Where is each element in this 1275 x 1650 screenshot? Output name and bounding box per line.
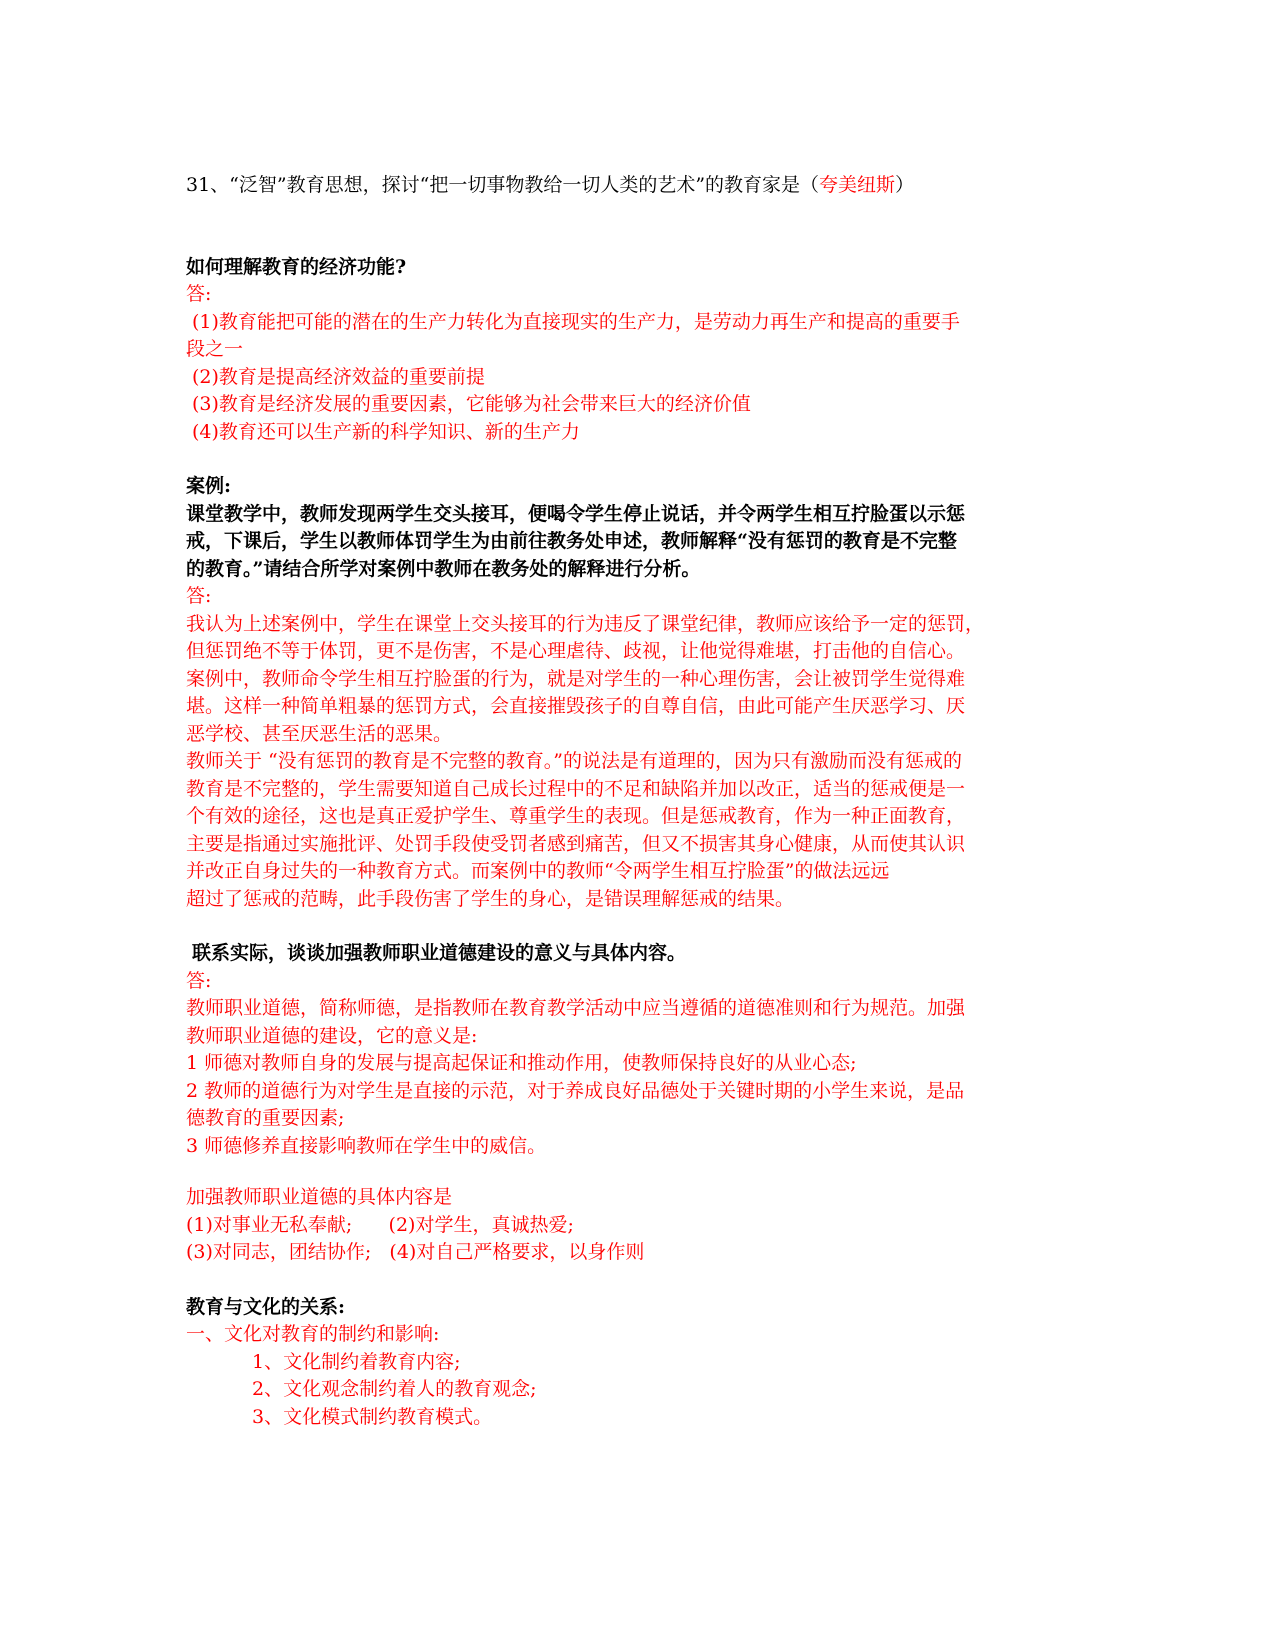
ethics-content-title: 加强教师职业道德的具体内容是 (186, 1186, 453, 1208)
culture-title: 教育与文化的关系: (186, 1295, 346, 1318)
economic-item-1-cont: 段之一 (186, 338, 244, 360)
culture-item-2: 2、文化观念制约着人的教育观念; (252, 1378, 537, 1400)
document-page (186, 172, 1086, 1431)
economic-answer-label: 答: (186, 283, 212, 305)
ethics-line-1: 教师职业道德，简称师德，是指教师在教育教学活动中应当遵循的道德准则和行为规范。加强 (186, 997, 966, 1019)
culture-subtitle: 一、文化对教育的制约和影响: (186, 1323, 440, 1345)
case-question-line-3: 的教育。”请结合所学对案例中教师在教务处的解释进行分析。 (186, 557, 701, 580)
ethics-line-3: 1 师德对教师自身的发展与提高起保证和推动作用，使教师保持良好的从业心态; (186, 1052, 857, 1074)
question-31 (186, 172, 1086, 200)
economic-title: 如何理解教育的经济功能? (186, 255, 407, 278)
ethics-line-5: 德教育的重要因素; (186, 1107, 345, 1129)
case-question-line-1: 课堂教学中，教师发现两学生交头接耳，便喝令学生停止说话，并令两学生相互拧脸蛋以示惩 (186, 502, 966, 525)
economic-item-2: (2)教育是提高经济效益的重要前提 (192, 365, 485, 388)
case-answer-line-1: 我认为上述案例中，学生在课堂上交头接耳的行为违反了课堂纪律，教师应该给予一定的惩罚， (186, 612, 985, 635)
culture-item-3: 3、文化模式制约教育模式。 (252, 1405, 493, 1428)
case-title: 案例: (186, 475, 232, 497)
culture-item-1: 1、文化制约着教育内容; (252, 1350, 461, 1373)
economic-item-4: (4)教育还可以生产新的科学知识、新的生产力 (192, 420, 580, 443)
case-answer-line-9: 主要是指通过实施批评、处罚手段使受罚者感到痛苦，但又不损害其身心健康，从而使其认识 (186, 832, 966, 855)
economic-item-1: (1)教育能把可能的潜在的生产力转化为直接现实的生产力，是劳动力再生产和提高的重要手 (192, 310, 960, 333)
question-31-answer: 夸美纽斯 (819, 174, 896, 196)
case-question-line-2: 戒，下课后，学生以教师体罚学生为由前往教务处申述，教师解释“没有惩罚的教育是不完整 (186, 530, 957, 552)
ethics-line-2: 教师职业道德的建设，它的意义是: (186, 1024, 478, 1047)
case-answer-line-2: 但惩罚绝不等于体罚，更不是伤害，不是心理虐待、歧视，让他觉得难堪，打击他的自信心。 (186, 640, 966, 662)
case-answer-line-3: 案例中，教师命令学生相互拧脸蛋的行为，就是对学生的一种心理伤害，会让被罚学生觉得难 (186, 667, 966, 690)
case-answer-line-6: 教师关于 “没有惩罚的教育是不完整的教育。”的说法是有道理的，因为只有激励而没有惩戒的 (186, 750, 962, 772)
case-answer-label: 答: (186, 585, 212, 607)
ethics-content-line-1: (1)对事业无私奉献; (2)对学生，真诚热爱; (186, 1213, 574, 1236)
ethics-answer-label: 答: (186, 969, 212, 992)
case-answer-line-11: 超过了惩戒的范畴，此手段伤害了学生的身心，是错误理解惩戒的结果。 (186, 887, 795, 910)
case-answer-line-4: 堪。这样一种简单粗暴的惩罚方式，会直接摧毁孩子的自尊自信，由此可能产生厌恶学习、厌 (186, 695, 966, 717)
case-answer-line-8: 个有效的途径，这也是真正爱护学生、尊重学生的表现。但是惩戒教育，作为一种正面教育， (186, 805, 966, 827)
question-31-suffix: ） (895, 174, 915, 196)
case-answer-line-10: 并改正自身过失的一种教育方式。而案例中的教师“令两学生相互拧脸蛋”的做法远远 (186, 860, 890, 882)
case-answer-line-7: 教育是不完整的，学生需要知道自己成长过程中的不足和缺陷并加以改正，适当的惩戒便是一 (186, 777, 966, 800)
case-answer-line-5: 恶学校、甚至厌恶生活的恶果。 (186, 722, 453, 745)
ethics-content-line-2: (3)对同志，团结协作; (4)对自己严格要求，以身作则 (186, 1241, 645, 1263)
ethics-line-6: 3 师德修养直接影响教师在学生中的威信。 (186, 1134, 547, 1157)
question-31-text: 31、“泛智”教育思想，探讨“把一切事物教给一切人类的艺术”的教育家是（ (186, 174, 820, 196)
ethics-title: 联系实际，谈谈加强教师职业道德建设的意义与具体内容。 (192, 942, 687, 964)
economic-item-3: (3)教育是经济发展的重要因素，它能够为社会带来巨大的经济价值 (192, 393, 751, 415)
ethics-line-4: 2 教师的道德行为对学生是直接的示范，对于养成良好品德处于关键时期的小学生来说，是品 (186, 1079, 965, 1102)
